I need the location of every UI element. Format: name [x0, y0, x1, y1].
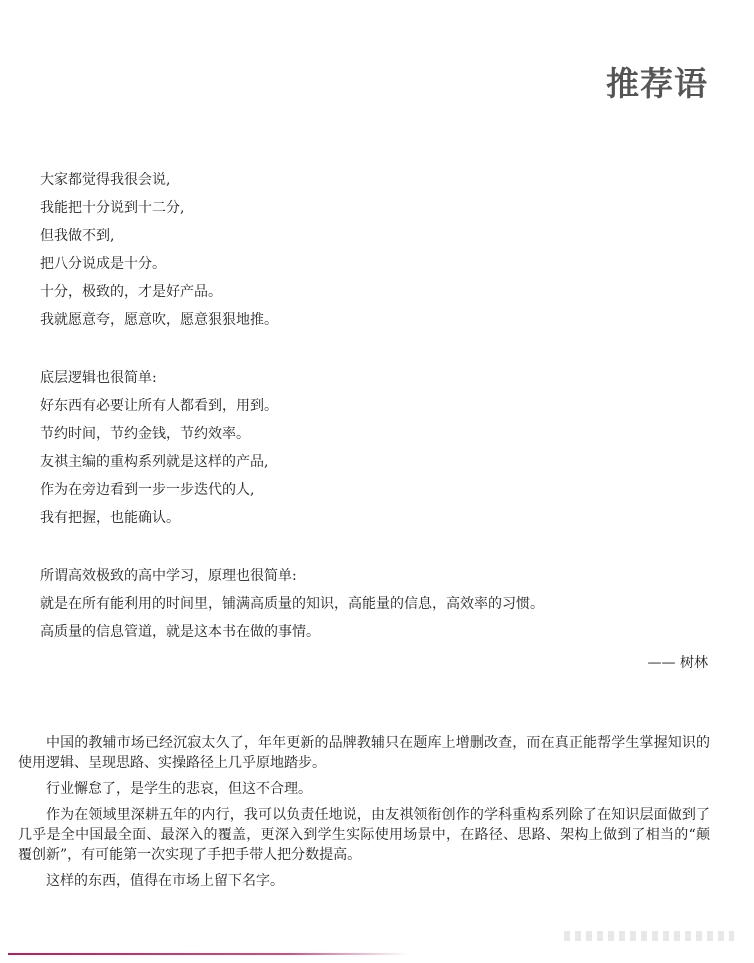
poem-line: 但我做不到,: [40, 228, 115, 244]
poem-line: 友祺主编的重构系列就是这样的产品,: [40, 454, 269, 470]
poem-line: 我就愿意夸，愿意吹，愿意狠狠地推。: [40, 312, 278, 328]
poem-line: 我能把十分说到十二分,: [40, 200, 185, 216]
watermark-strip: [564, 931, 734, 941]
poem-line: 十分，极致的，才是好产品。: [40, 284, 222, 300]
page-title: 推荐语: [606, 64, 708, 103]
poem-line: 大家都觉得我很会说,: [40, 172, 171, 188]
footer-accent-line: [8, 953, 408, 955]
poem-line: 高质量的信息管道，就是这本书在做的事情。: [40, 624, 320, 640]
poem-line: 我有把握，也能确认。: [40, 510, 180, 526]
poem-line: 就是在所有能利用的时间里，铺满高质量的知识，高能量的信息，高效率的习惯。: [40, 596, 544, 612]
poem-line: 底层逻辑也很简单:: [40, 370, 157, 386]
prose-paragraph: 行业懈怠了，是学生的悲哀，但这不合理。: [46, 781, 312, 797]
stanza-1: [40, 166, 710, 334]
prose-paragraph: 作为在领域里深耕五年的内行，我可以负责任地说，由友祺领衔创作的学科重构系列除了在知识层面做到了几乎是全中国最全面、最深入的覆盖，更深入到学生实际使用场景中，在路径、思路、架构上做到了相当的“颠覆创新”，有可能第一次实现了手把手带人把分数提高。: [18, 807, 710, 863]
prose-paragraph: 中国的教辅市场已经沉寂太久了，年年更新的品牌教辅只在题库上增删改查，而在真正能帮学生掌握知识的使用逻辑、呈现思路、实操路径上几乎原地踏步。: [18, 735, 710, 771]
stanza-3: [40, 562, 710, 646]
recommendation-prose: [18, 733, 710, 897]
poem-line: 作为在旁边看到一步一步迭代的人,: [40, 482, 255, 498]
poem-line: 节约时间，节约金钱，节约效率。: [40, 426, 250, 442]
poem-line: 所谓高效极致的高中学习，原理也很简单:: [40, 568, 297, 584]
poem-line: 把八分说成是十分。: [40, 256, 166, 272]
stanza-2: [40, 364, 710, 532]
recommendation-poem: [40, 166, 710, 676]
signature: —— 树林: [647, 655, 708, 671]
prose-paragraph: 这样的东西，值得在市场上留下名字。: [46, 873, 284, 889]
poem-line: 好东西有必要让所有人都看到，用到。: [40, 398, 278, 414]
